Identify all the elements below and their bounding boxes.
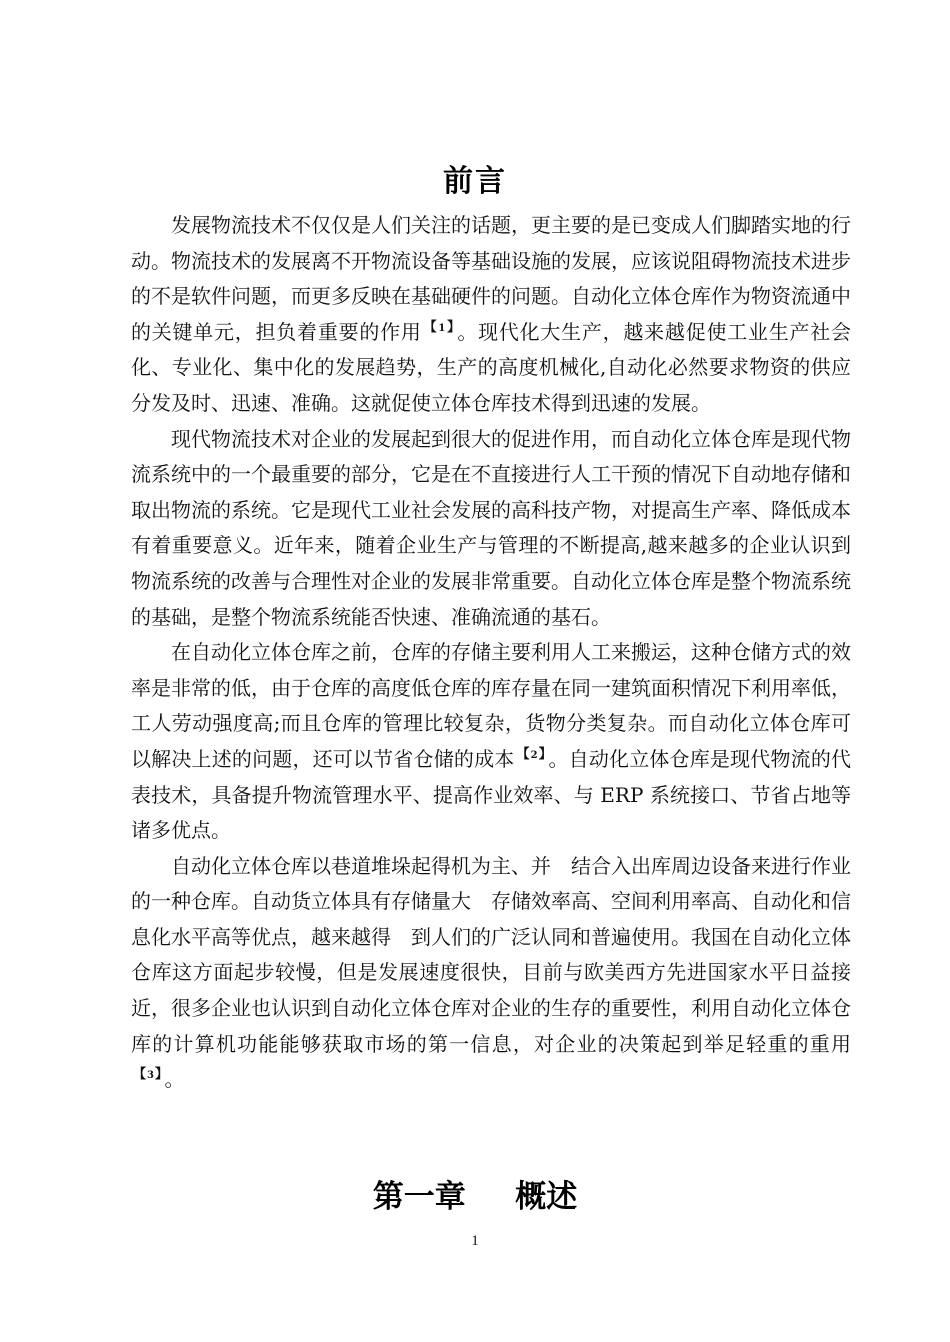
citation-marker: 【1】	[423, 319, 456, 335]
page-number: 1	[471, 1233, 479, 1249]
citation-number: 3	[147, 1070, 155, 1082]
paragraph-text: 在自动化立体仓库之前，仓库的存储主要利用人工来搬运，这种仓储方式的效率是非常的低，由于仓库的高度低仓库的库存量在同一建筑面积情况下利用率低，工人劳动强度高;而且仓库的管理比较复杂，货物分类复杂。而自动化立体仓库可以解决上述的问题，还可以节省仓储的成本	[131, 640, 851, 771]
chapter-label: 第一章	[372, 1179, 466, 1215]
chapter-heading	[0, 1171, 950, 1216]
paragraph-text: 。	[164, 1067, 185, 1092]
paragraph	[131, 208, 851, 422]
citation-marker: 【2】	[516, 746, 547, 762]
preface-body	[131, 208, 851, 1098]
paragraph-text: 。自动化立体仓库是现代物流的代表技术，具备提升物流管理水平、提高作业效率、与 ERP 系统接口、节省占地等诸多优点。	[131, 746, 851, 843]
citation-number: 1	[438, 322, 447, 334]
paragraph-text: 发展物流技术不仅仅是人们关注的话题，更主要的是已变成人们脚踏实地的行动。物流技术的发展离不开物流设备等基础设施的发展，应该说阻碍物流技术进步的不是软件问题，而更多反映在基础硬件的问题。自动化立体仓库作为物资流通中的关键单元，担负着重要的作用	[131, 213, 851, 344]
preface-heading: 前言	[443, 164, 507, 199]
citation-number: 2	[530, 749, 539, 761]
paragraph-text: 自动化立体仓库以巷道堆垛起得机为主、并 结合入出库周边设备来进行作业的一种仓库。自动货立体具有存储量大 存储效率高、空间利用率高、自动化和信息化水平高等优点，越来越得 到人们的广泛认同和普遍使用。我国在自动化立体仓库这方面起步较慢，但是发展速度很快，目前与欧美西方先进国家水平日益接近，很多企业也认识到自动化立体仓库对企业的生存的重要性，利用自动化立体仓库的计算机功能能够获取市场的第一信息，对企业的决策起到举足轻重的重用	[131, 853, 851, 1056]
paragraph-text: 。现代化大生产，越来越促使工业生产社会化、专业化、集中化的发展趋势，生产的高度机械化,自动化必然要求物资的供应分发及时、迅速、准确。这就促使立体仓库技术得到迅速的发展。	[131, 319, 851, 415]
paragraph-text: 现代物流技术对企业的发展起到很大的促进作用，而自动化立体仓库是现代物流系统中的一个最重要的部分，它是在不直接进行人工干预的情况下自动地存储和取出物流的系统。它是现代工业社会发展的高科技产物，对提高生产率、降低成本有着重要意义。近年来，随着企业生产与管理的不断提高,越来越多的企业认识到物流系统的改善与合理性对企业的发展非常重要。自动化立体仓库是整个物流系统的基础，是整个物流系统能否快速、准确流通的基石。	[131, 426, 851, 629]
paragraph	[131, 849, 851, 1098]
paragraph	[131, 422, 851, 636]
paragraph	[131, 635, 851, 849]
chapter-title-text: 概述	[515, 1179, 578, 1215]
citation-marker: 【3】	[133, 1067, 163, 1083]
